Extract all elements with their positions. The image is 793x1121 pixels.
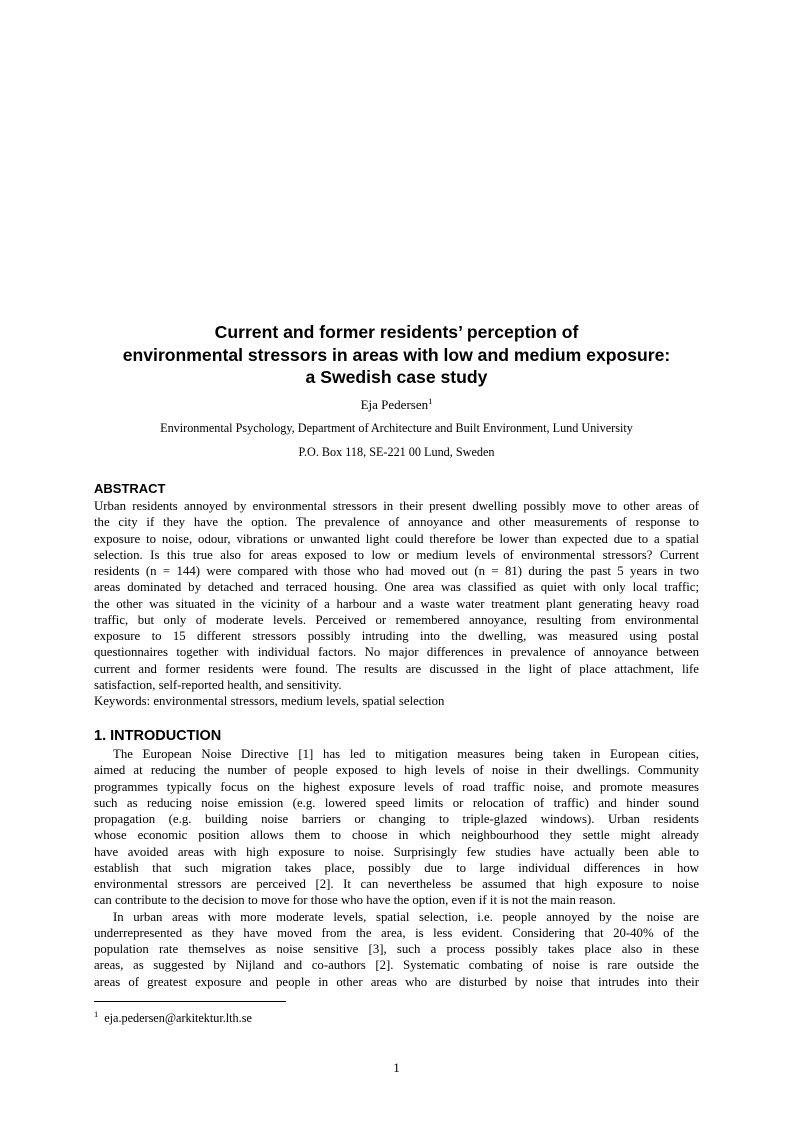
abstract-line: questionnaires together with individual factors. No major differences in prevalence of annoyance between: [94, 645, 699, 660]
abstract-line: residents (n = 144) were compared with those who had moved out (n = 81) during the past 5 years in two: [94, 564, 699, 578]
author-name: Eja Pedersen: [360, 397, 429, 412]
author-footnote-mark: 1: [428, 396, 433, 406]
abstract-heading: ABSTRACT: [94, 481, 166, 496]
intro-line: population rate themselves as noise sensitive [3], such a process possibly takes place also in these: [94, 942, 699, 956]
title-line-2: environmental stressors in areas with low and medium exposure:: [122, 344, 671, 365]
intro-line: have avoided areas with high exposure to noise. Surprisingly few studies have actually been able to: [94, 844, 699, 859]
abstract-body: [94, 498, 699, 709]
abstract-line: traffic, but only of moderate levels. Perceived or remembered annoyance, resulting from environmental: [94, 612, 699, 627]
abstract-line: current and former residents were found. The results are discussed in the light of place attachment, life: [94, 661, 699, 676]
abstract-line: exposure to 15 different stressors possibly intruding into the dwelling, was measured using postal: [94, 629, 699, 643]
intro-line: environmental stressors are perceived [2]. It can nevertheless be assumed that high exposure to noise: [94, 877, 699, 891]
intro-line: can contribute to the decision to move for those who have the option, even if it is not the main reason.: [94, 893, 616, 908]
intro-line: aimed at reducing the number of people exposed to high levels of noise in their dwellings. Community: [94, 763, 699, 778]
author-address: P.O. Box 118, SE-221 00 Lund, Sweden: [298, 445, 495, 459]
abstract-keywords: Keywords: environmental stressors, medium levels, spatial selection: [94, 694, 445, 708]
abstract-line: exposure to noise, odour, vibrations or unwanted light could therefore be lower than expected due to a spatial: [94, 531, 699, 546]
intro-line: areas, as suggested by Nijland and co-authors [2]. Systematic combating of noise is rare outside the: [94, 958, 699, 973]
abstract-line: selection. Is this true also for areas exposed to low or medium levels of environmental stressors? Current: [94, 547, 699, 562]
abstract-line: the other was situated in the vicinity of a harbour and a waste water treatment plant generating heavy road: [94, 596, 699, 611]
intro-line: The European Noise Directive [1] has led to mitigation measures being taken in European cities,: [113, 747, 699, 761]
intro-line: such as reducing noise emission (e.g. lowered speed limits or relocation of traffic) and hinder sound: [94, 795, 699, 810]
author-line: [0, 397, 793, 413]
footnote-divider: [94, 1001, 286, 1002]
intro-line: programmes typically focus on the highest exposure levels of road traffic noise, and promote measures: [94, 779, 699, 794]
intro-line: establish that such migration takes place, possibly due to large individual differences in how: [94, 860, 699, 875]
footnote: [94, 1011, 252, 1026]
intro-line: underrepresented as they have moved from the area, is less evident. Considering that 20-40% of the: [94, 925, 699, 940]
title-line-3: a Swedish case study: [305, 367, 488, 387]
intro-line: whose economic position allows them to choose in which neighbourhood they settle might already: [94, 828, 699, 843]
intro-line: propagation (e.g. building noise barriers or changing to triple-glazed windows). Urban residents: [94, 812, 699, 826]
introduction-body: [94, 746, 699, 990]
abstract-line: Urban residents annoyed by environmental stressors in their present dwelling possibly move to other areas of: [94, 499, 699, 513]
paper-title: [60, 321, 733, 389]
abstract-line: the city if they have the option. The prevalence of annoyance and other measurements of response to: [94, 515, 699, 530]
intro-line: In urban areas with more moderate levels, spatial selection, i.e. people annoyed by the noise are: [113, 909, 699, 924]
page-number: 1: [393, 1060, 400, 1075]
abstract-line: satisfaction, self-reported health, and sensitivity.: [94, 677, 342, 692]
abstract-line: areas dominated by detached and terraced housing. One area was classified as quiet with only local traffic;: [94, 580, 699, 595]
author-affiliation: Environmental Psychology, Department of Architecture and Built Environment, Lund University: [160, 421, 633, 435]
introduction-heading: 1. INTRODUCTION: [94, 728, 222, 744]
title-line-1: Current and former residents’ perception of: [214, 322, 579, 342]
footnote-mark: 1: [94, 1009, 99, 1019]
intro-line: areas of greatest exposure and people in other areas who are disturbed by noise that intrudes into their: [94, 974, 699, 989]
footnote-email: eja.pedersen@arkitektur.lth.se: [104, 1011, 252, 1025]
